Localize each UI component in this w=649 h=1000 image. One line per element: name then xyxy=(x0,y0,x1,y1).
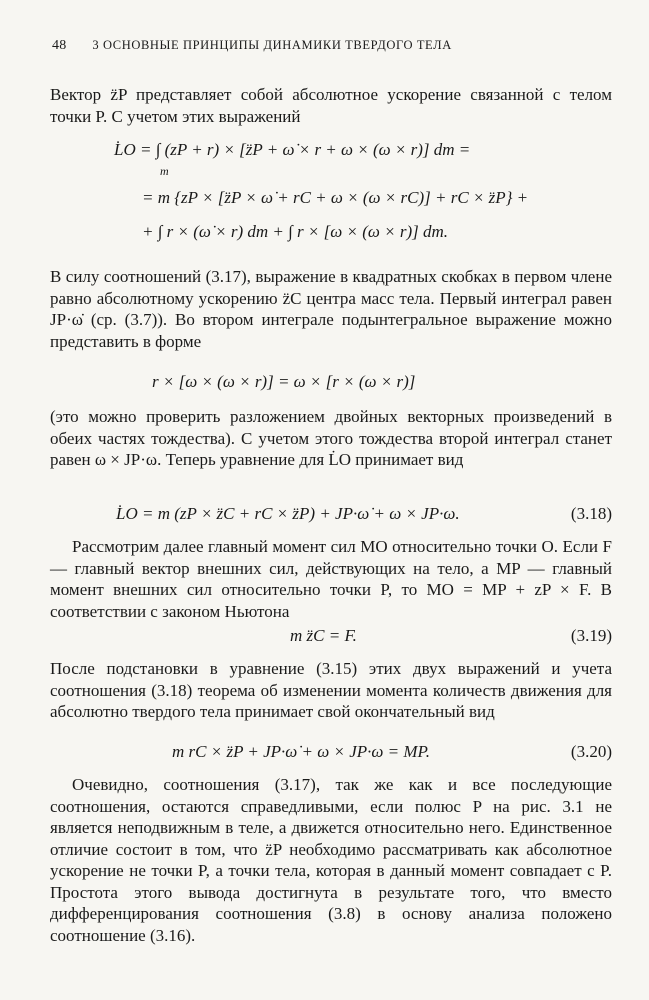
paragraph-4: Рассмотрим далее главный момент сил MO относительно точки O. Если F — главный вектор внешних сил, действующих на тело, а MP — главный момент внешних сил относительно точки P, то MO = MP + zP × F. В соответствии с законом Ньютона xyxy=(50,537,612,621)
running-title: 3 ОСНОВНЫЕ ПРИНЦИПЫ ДИНАМИКИ ТВЕРДОГО ТЕЛА xyxy=(92,38,452,52)
equation-identity: r × [ω × (ω × r)] = ω × [r × (ω × r)] xyxy=(152,372,416,391)
paragraph-3: (это можно проверить разложением двойных векторных произведений в обеих частях тождества). С учетом этого тождества второй интеграл станет равен ω × JP·ω. Теперь уравнение для L̇O принимает вид xyxy=(50,407,612,469)
equation-3-20 xyxy=(50,742,612,766)
equation-angular-momentum-line-3: + ∫ r × (ω̇ × r) dm + ∫ r × [ω × (ω × r)] dm. xyxy=(142,222,449,241)
equation-angular-momentum-line-2: = m {zP × [z̈P × ω̇ + rC + ω × (ω × rC)] + rC × z̈P} + xyxy=(142,188,529,207)
equation-3-20-body: m rC × z̈P + JP·ω̇ + ω × JP·ω = MP. xyxy=(172,742,431,761)
running-header xyxy=(52,38,612,54)
equation-3-19-body: m z̈C = F. xyxy=(290,626,357,645)
equation-number: (3.18) xyxy=(570,504,612,523)
page-number: 48 xyxy=(52,38,67,53)
equation-3-18 xyxy=(50,504,612,528)
equation-number: (3.20) xyxy=(570,742,612,761)
equation-angular-momentum-line-1 xyxy=(50,140,612,180)
equation-number: (3.19) xyxy=(570,626,612,645)
paragraph-6: Очевидно, соотношения (3.17), так же как и все последующие соотношения, остаются справедливыми, если полюс P на рис. 3.1 не является неподвижным в теле, а движется относительно него. Единственное отличие состоит в том, что z̈P необходимо рассматривать как абсолютное ускорение не точки P, а точки тела, которая в данный момент совпадает с P. Простота этого вывода достигнута в результате того, что вместо дифференцирования соотношения (3.8) в основу анализа положено соотношение (3.16). xyxy=(50,775,612,945)
equation-3-19 xyxy=(50,626,612,650)
integral-subscript: m xyxy=(160,164,169,178)
equation-3-18-body: L̇O = m (zP × z̈C + rC × z̈P) + JP·ω̇ + ω × JP·ω. xyxy=(116,504,460,523)
paragraph-2: В силу соотношений (3.17), выражение в квадратных скобках в первом члене равно абсолютному ускорению z̈C центра масс тела. Первый интеграл равен JP·ω̇ (ср. (3.7)). Во втором интеграле подынтегральное выражение можно представить в форме xyxy=(50,267,612,351)
equation-line: L̇O = ∫ (zP + r) × [z̈P + ω̇ × r + ω × (ω × r)] dm = xyxy=(114,140,471,159)
paragraph-5: После подстановки в уравнение (3.15) этих двух выражений и учета соотношения (3.18) теорема об изменении момента количеств движения для абсолютно твердого тела принимает свой окончательный вид xyxy=(50,659,612,721)
paragraph-1: Вектор z̈P представляет собой абсолютное ускорение связанной с телом точки P. С учетом этих выражений xyxy=(50,85,612,126)
